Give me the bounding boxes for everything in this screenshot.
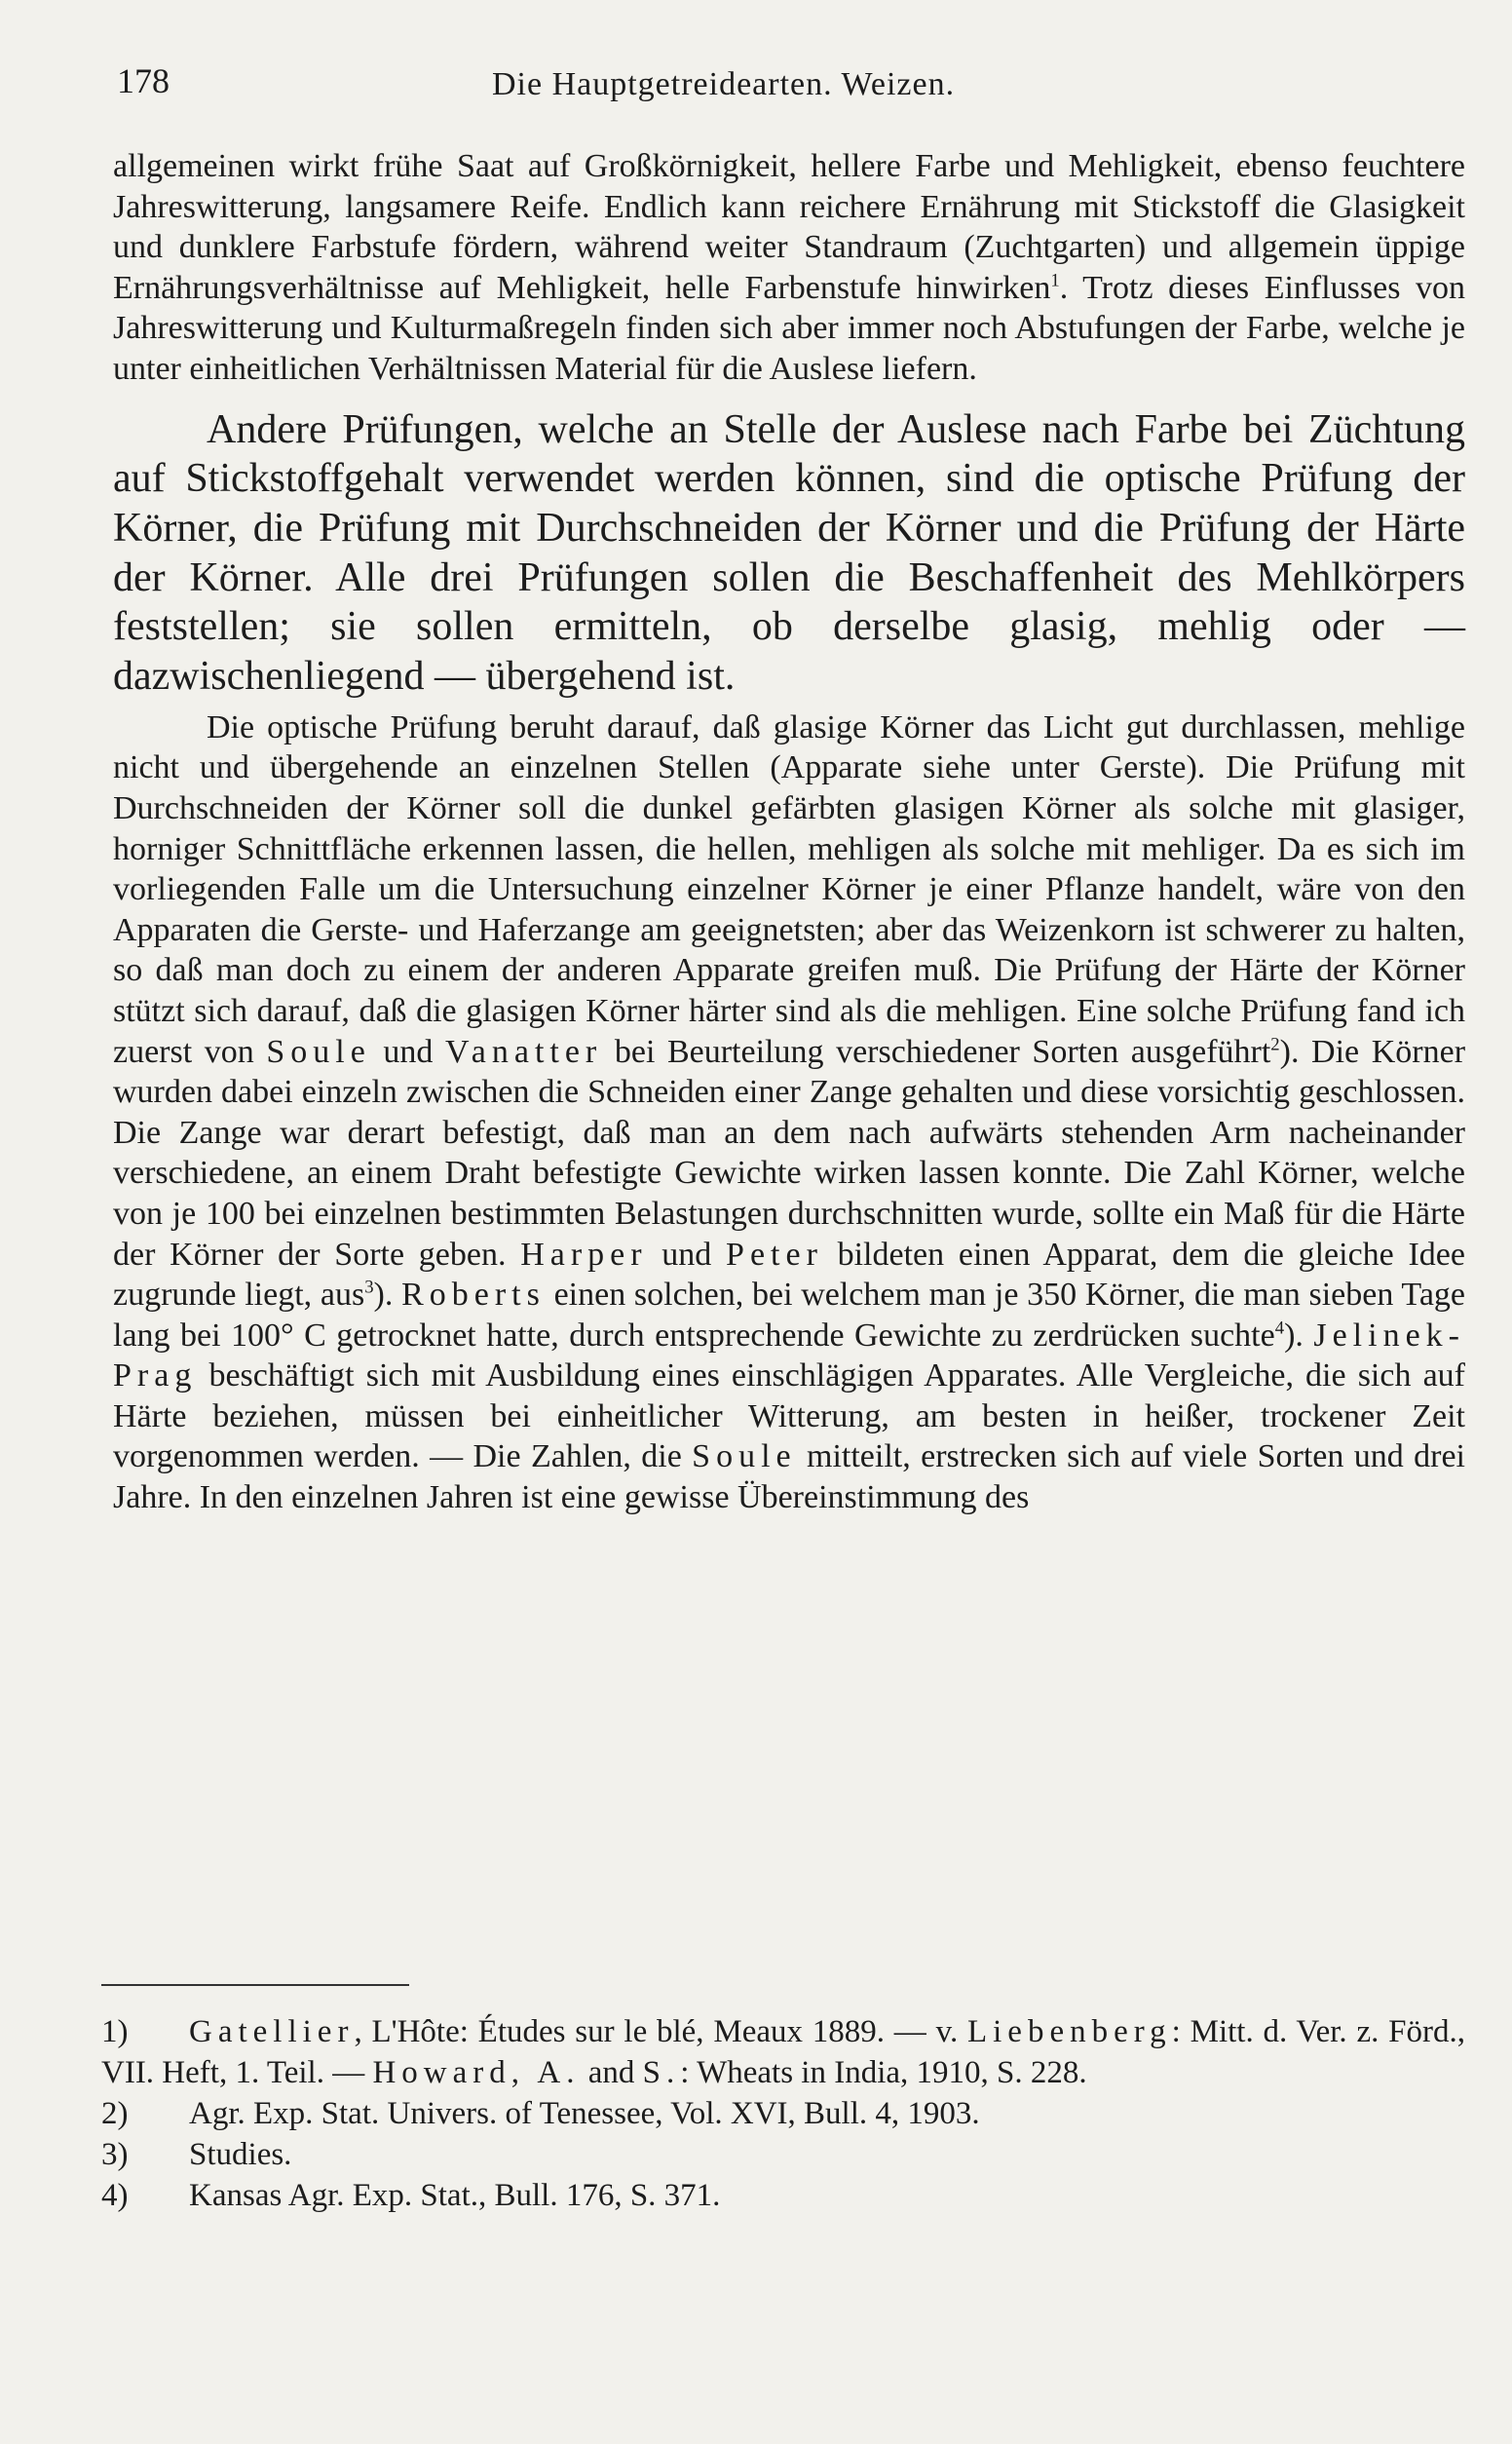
text-run: beschäftigt sich mit Ausbildung eines einschlägigen Apparates. Alle Vergleiche, die sich auf Härte beziehen, müssen bei einheitlicher Witterung, am besten in heißer, trockener Zeit vorgenommen werden. — Die Zahlen, die (113, 1357, 1465, 1475)
text-run: Die optische Prüfung beruht darauf, daß glasige Körner das Licht gut durchlassen, mehlige nicht und übergehende an einzelnen Stellen (Apparate siehe unter Gerste). Die Prüfung mit Durchschneiden der Körner soll die dunkel gefärbten glasigen Körner als solche mit glasiger, horniger Schnittfläche erkennen lassen, die hellen, mehligen als solche mit mehliger. Da es sich im vorliegenden Falle um die Untersuchung einzelner Körner je einer Pflanze handelt, wäre von den Apparaten die Gerste- und Haferzange am geeignetsten; aber das Weizenkorn ist schwerer zu halten, so daß man doch zu einem der anderen Apparate greifen muß. Die Prüfung der Härte der Körner stützt sich darauf, daß die glasigen Körner härter sind als die mehligen. Eine solche Prüfung fand ich zuerst von (113, 708, 1465, 1070)
paragraph-1-text: allgemeinen wirkt frühe Saat auf Großkörnigkeit, hellere Farbe und Mehligkeit, ebenso feuchtere Jahreswitterung, langsamere Reife. Endlich kann reichere Ernährung mit Stickstoff die Glasigkeit und dunklere Farbstufe fördern, während weiter Standraum (Zuchtgarten) und allgemein üppige Ernährungsverhältnisse auf Mehligkeit, helle Farbenstufe hinwirken (113, 148, 1465, 306)
footnote-ref: 2 (1270, 1034, 1280, 1055)
running-title: Die Hauptgetreidearten. Weizen. (492, 66, 956, 102)
footnote-1 (101, 2011, 1465, 2093)
text-run: einen solchen, bei welchem man je 350 Körner, die man sieben Tage lang bei 100° C getrocknet hatte, durch entsprechende Gewichte zu zerdrücken suchte (113, 1277, 1466, 1354)
footnote-mark: 3) (101, 2137, 129, 2172)
text-run: and (580, 2055, 643, 2090)
author-name: Soule (266, 1033, 371, 1070)
text-run: : Wheats in India, 1910, S. 228. (680, 2055, 1087, 2090)
text-run: : Mitt. d. Ver. z. Förd., VII. Heft, 1. Teil. — (101, 2014, 1465, 2090)
text-run: ). (1284, 1317, 1314, 1354)
footnotes (101, 2011, 1465, 2216)
paragraph-1 (113, 146, 1465, 390)
author-name: Jelinek-Prag (113, 1317, 1465, 1394)
author-name: Roberts (401, 1277, 546, 1314)
author-name: Vanatter (444, 1033, 603, 1070)
footnote-text: Kansas Agr. Exp. Stat., Bull. 176, S. 371. (189, 2178, 721, 2213)
page-number: 178 (117, 61, 170, 100)
author-name: Harper (520, 1236, 648, 1273)
author-name: Howard, A. (372, 2055, 581, 2090)
footnote-mark: 1) (101, 2014, 129, 2049)
text-run: und (647, 1236, 727, 1273)
footnote-3 (101, 2134, 1465, 2175)
author-name: S. (642, 2055, 681, 2090)
author-name: Liebenberg (966, 2014, 1172, 2049)
text-run: , L'Hôte: Études sur le blé, Meaux 1889. — v. (354, 2014, 967, 2049)
main-text (113, 146, 1465, 1518)
paragraph-2: Andere Prüfungen, welche an Stelle der Auslese nach Farbe bei Züchtung auf Stickstoffgehalt verwendet werden können, sind die optische Prüfung der Körner, die Prüfung mit Durchschneiden der Körner und die Prüfung der Härte der Körner. Alle drei Prüfungen sollen die Beschaffenheit des Mehlkörpers feststellen; sie sollen ermitteln, ob derselbe glasig, mehlig oder — dazwischenliegend — übergehend ist. (113, 406, 1465, 700)
paragraph-1-tail: . Trotz dieses Einflusses von Jahreswitterung und Kulturmaßregeln finden sich aber immer noch Abstufungen der Farbe, welche je unter einheitlichen Verhältnissen Material für die Auslese liefern. (113, 269, 1465, 387)
footnote-ref: 1 (1050, 270, 1060, 291)
footnote-divider (101, 1984, 409, 1986)
footnote-mark: 2) (101, 2096, 129, 2131)
footnote-ref: 3 (364, 1277, 374, 1298)
footnote-4 (101, 2175, 1465, 2216)
author-name: Gatellier (189, 2014, 355, 2049)
text-run: bei Beurteilung verschiedener Sorten ausgeführt (602, 1033, 1271, 1070)
text-run: bildeten einen Apparat, dem die gleiche Idee zugrunde liegt, aus (113, 1236, 1465, 1314)
text-run: und (370, 1033, 445, 1070)
paragraph-3 (113, 707, 1465, 1518)
footnote-ref: 4 (1274, 1317, 1285, 1339)
footnote-2 (101, 2093, 1465, 2134)
author-name: Peter (726, 1236, 823, 1273)
text-run: ). Die Körner wurden dabei einzeln zwischen die Schneiden einer Zange gehalten und diese vorsichtig geschlossen. Die Zange war derart befestigt, daß man an dem nach aufwärts stehenden Arm nacheinander verschiedene, an einem Draht befestigte Gewichte wirken lassen konnte. Die Zahl Körner, welche von je 100 bei einzelnen bestimmten Belastungen durchschnitten wurde, sollte ein Maß für die Härte der Körner der Sorte geben. (113, 1033, 1466, 1273)
footnote-text: Studies. (189, 2137, 292, 2172)
author-name: Soule (692, 1438, 797, 1475)
text-run: mitteilt, erstrecken sich auf viele Sorten und drei Jahre. In den einzelnen Jahren ist eine gewisse Übereinstimmung des (113, 1438, 1465, 1516)
footnote-mark: 4) (101, 2178, 129, 2213)
text-run: ). (373, 1277, 402, 1314)
footnote-text: Agr. Exp. Stat. Univers. of Tenessee, Vol. XVI, Bull. 4, 1903. (189, 2096, 980, 2131)
